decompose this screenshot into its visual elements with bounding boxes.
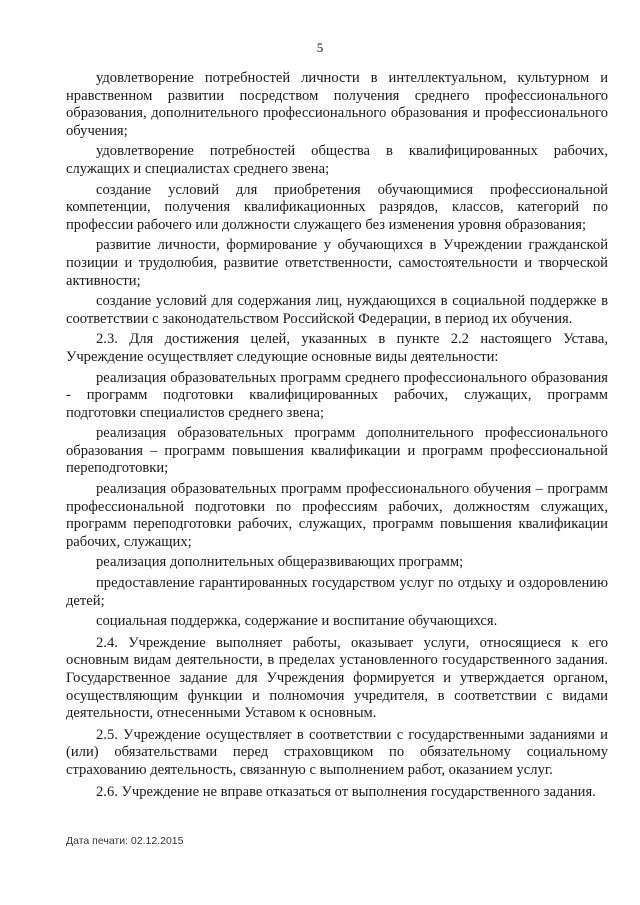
page-number: 5: [316, 40, 324, 55]
paragraph-8: реализация образовательных программ дополнительного профессионального образования – программ повышения квалификации и программ профессиональной переподготовки;: [66, 425, 608, 477]
paragraph-10: реализация дополнительных общеразвивающих программ;: [96, 554, 464, 571]
paragraph-3: создание условий для приобретения обучающимися профессиональной компетенции, получения квалификационных разрядов, классов, категорий по профессии рабочего или должности служащего без изменения уровня образования;: [66, 181, 608, 233]
print-date-footer: Дата печати: 02.12.2015: [66, 835, 184, 847]
paragraph-9: реализация образовательных программ профессионального обучения – программ профессиональной подготовки по профессиям рабочих, должностям служащих, программ переподготовки рабочих, служащих, программ повышения квалификации рабочих, служащих;: [66, 481, 608, 550]
paragraph-2: удовлетворение потребностей общества в квалифицированных рабочих, служащих и специалистах среднего звена;: [66, 143, 608, 177]
paragraph-12: социальная поддержка, содержание и воспитание обучающихся.: [96, 613, 498, 630]
paragraph-2-3: 2.3. Для достижения целей, указанных в пункте 2.2 настоящего Устава, Учреждение осуществляет следующие основные виды деятельности:: [66, 331, 608, 365]
paragraph-7: реализация образовательных программ среднего профессионального образования - программ подготовки квалифицированных рабочих, служащих, программ подготовки специалистов среднего звена;: [66, 369, 608, 421]
paragraph-11: предоставление гарантированных государством услуг по отдыху и оздоровлению детей;: [66, 575, 608, 609]
paragraph-2-6: 2.6. Учреждение не вправе отказаться от выполнения государственного задания.: [96, 783, 596, 800]
document-body: [66, 70, 608, 804]
paragraph-4: развитие личности, формирование у обучающихся в Учреждении гражданской позиции и трудолюбия, развитие ответственности, самостоятельности и творческой активности;: [66, 237, 608, 289]
paragraph-2-5: 2.5. Учреждение осуществляет в соответствии с государственными заданиями и (или) обязательствами перед страховщиком по обязательному социальному страхованию деятельность, связанную с выполнением работ, оказанием услуг.: [66, 726, 608, 778]
paragraph-1: удовлетворение потребностей личности в интеллектуальном, культурном и нравственном развитии посредством получения среднего профессионального образования, дополнительного профессионального образования и профессионального обучения;: [66, 70, 608, 139]
paragraph-5: создание условий для содержания лиц, нуждающихся в социальной поддержке в соответствии с законодательством Российской Федерации, в период их обучения.: [66, 293, 608, 327]
paragraph-2-4: 2.4. Учреждение выполняет работы, оказывает услуги, относящиеся к его основным видам деятельности, в пределах установленного государственного задания. Государственное задание для Учреждения формируется и утверждается органом, осуществляющим функции и полномочия учредителя, в соответствии с видами деятельности, отнесенными Уставом к основным.: [66, 634, 608, 722]
